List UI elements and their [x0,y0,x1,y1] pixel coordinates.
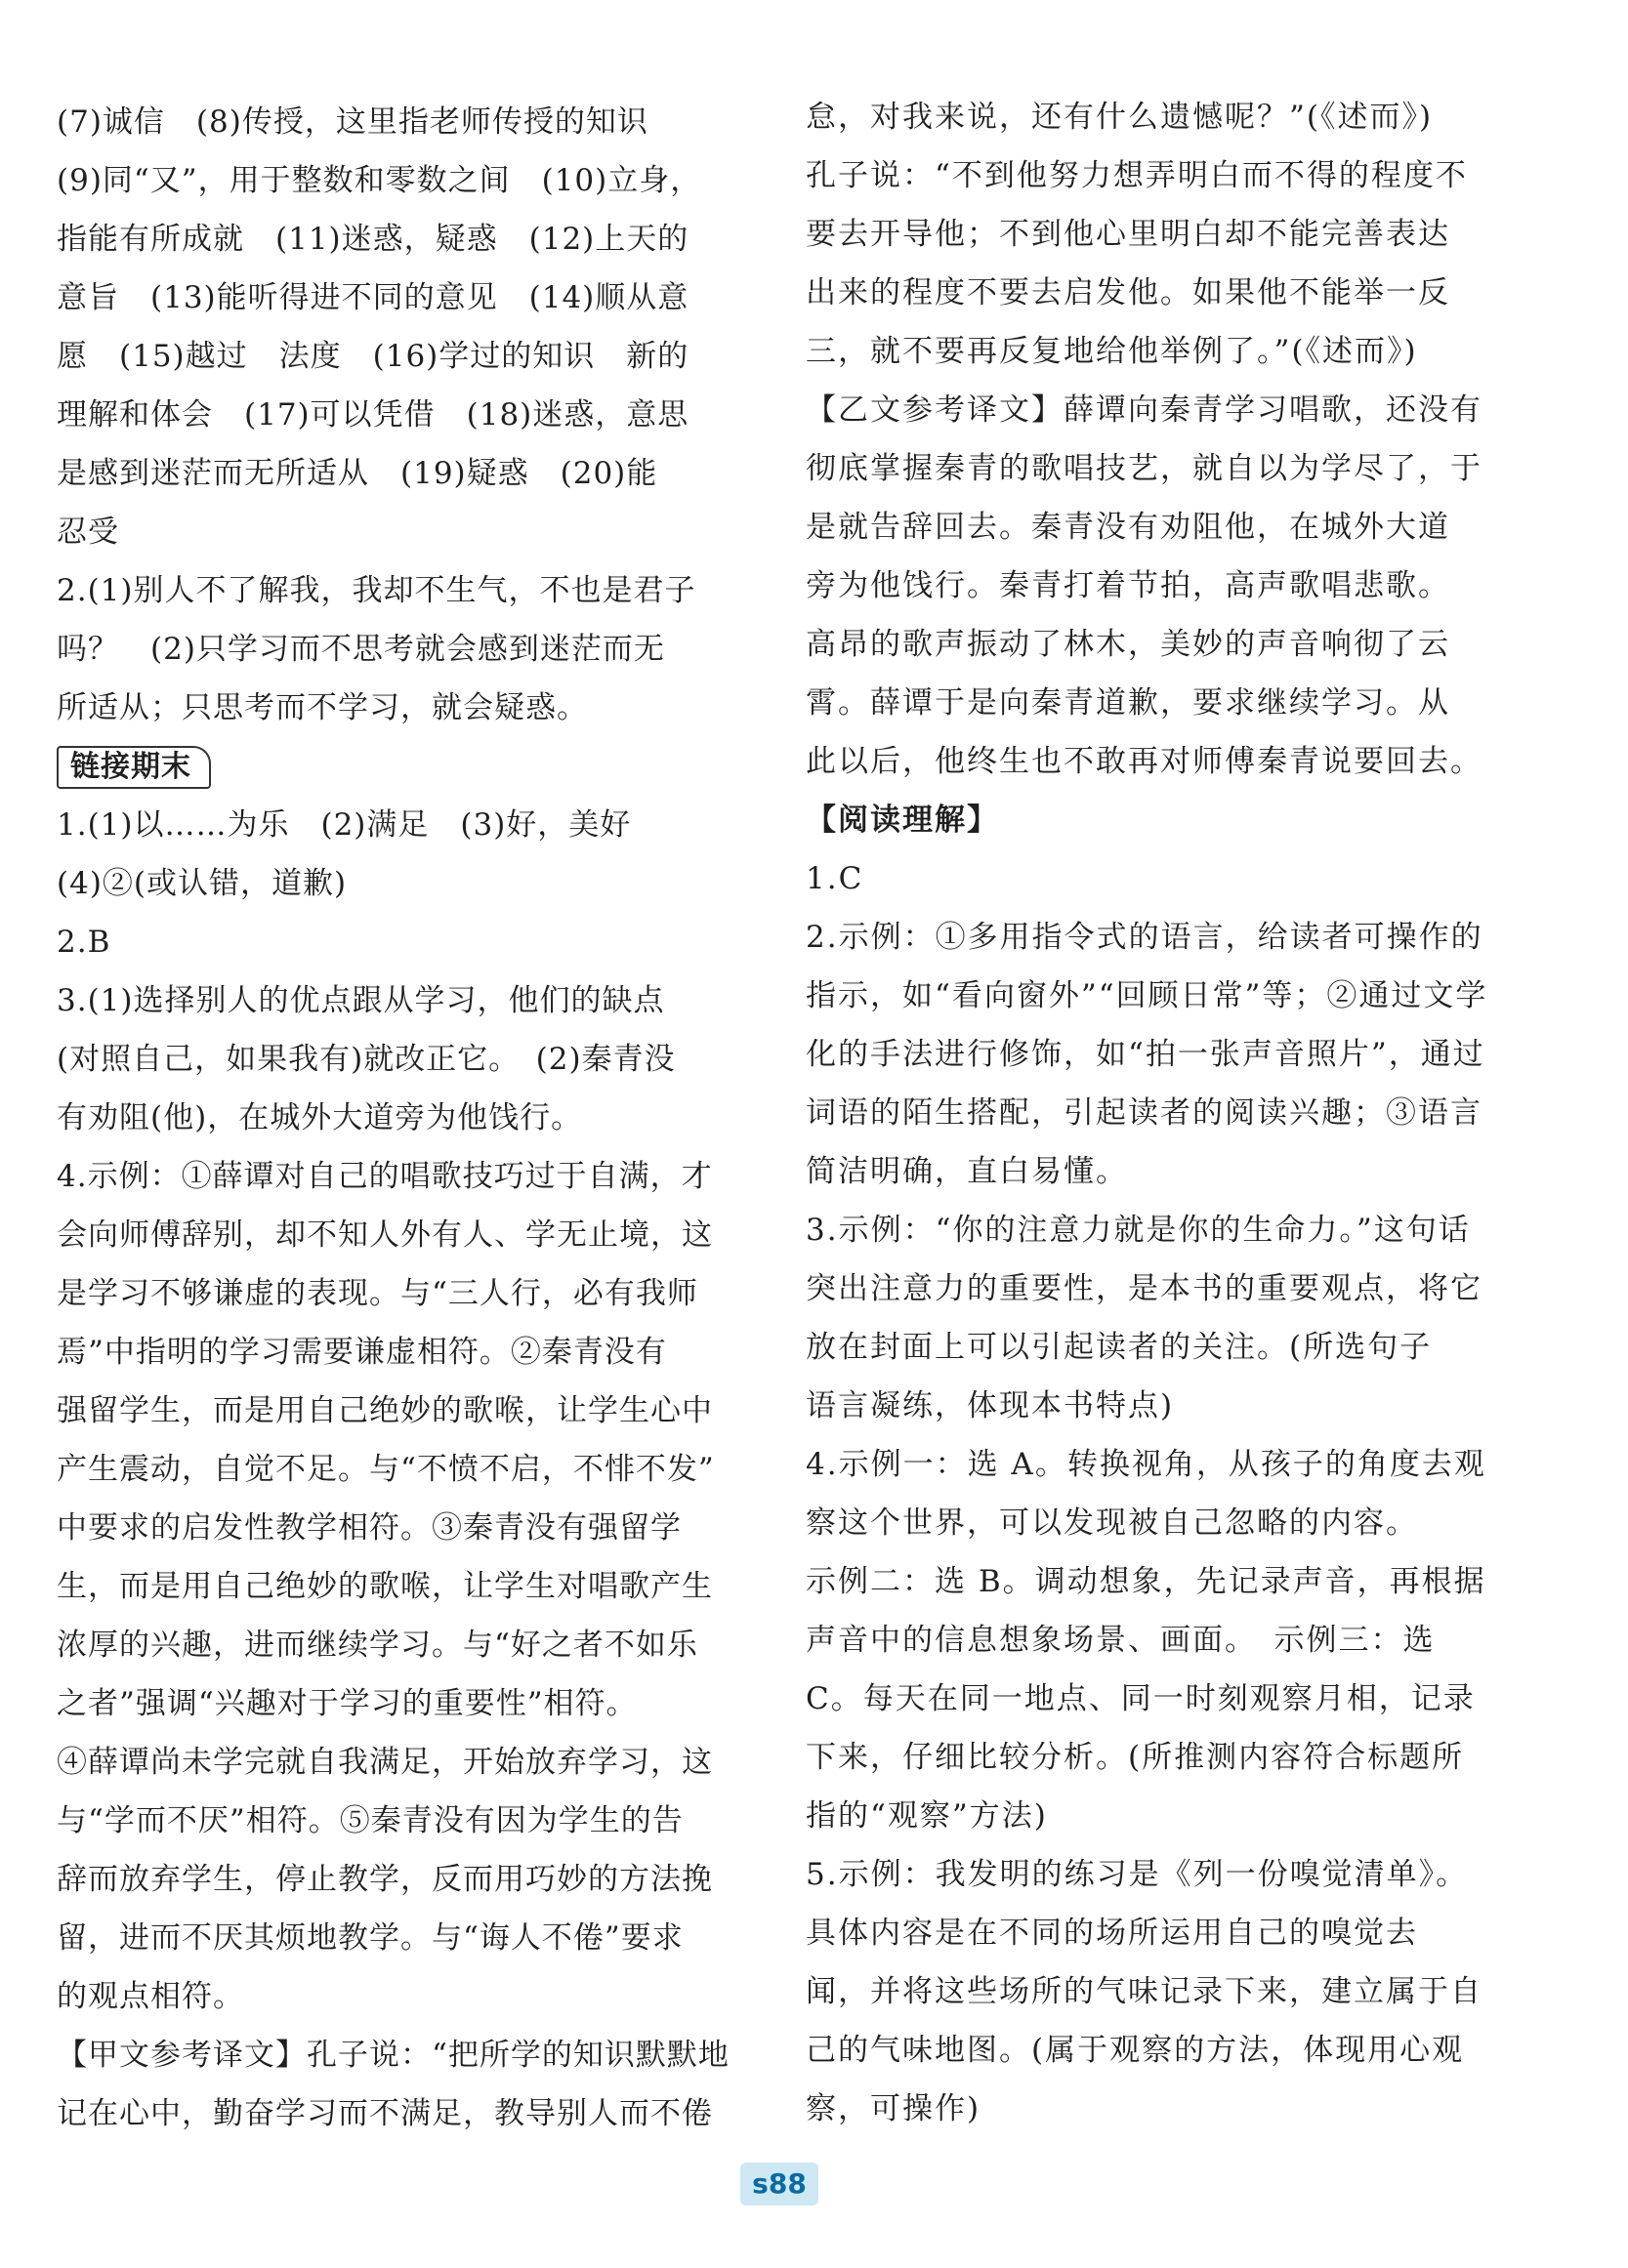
text-line: 2.(1)别人不了解我，我却不生气，不也是君子 [57,573,696,608]
text-line: 吗？ (2)只学习而不思考就会感到迷茫而无 [57,632,665,667]
text-line: 高昂的歌声振动了林木，美妙的声音响彻了云 [806,627,1450,662]
text-line: 3.示例：“你的注意力就是你的生命力。”这句话 [806,1213,1471,1248]
text-line: (4)②(或认错，道歉) [57,866,348,901]
right-column [806,88,1488,2138]
text-line: 3.(1)选择别人的优点跟从学习，他们的缺点 [57,983,665,1018]
text-line: 中要求的启发性教学相符。③秦青没有强留学 [57,1510,682,1546]
text-line: 焉”中指明的学习需要谦虚相符。②秦青没有 [57,1335,667,1370]
text-line: 下来，仔细比较分析。(所推测内容符合标题所 [806,1740,1465,1775]
text-line: 三，就不要再反复地给他举例了。”(《述而》) [806,334,1418,369]
text-line: 简洁明确，直白易懂。 [806,1154,1128,1189]
text-line: 此以后，他终生也不敢再对师傅秦青说要回去。 [806,744,1482,779]
text-line: 示例二：选 B。调动想象，先记录声音，再根据 [806,1564,1486,1599]
text-line: 所适从；只思考而不学习，就会疑惑。 [57,690,588,725]
text-line: 怠，对我来说，还有什么遗憾呢？”(《述而》) [806,100,1434,135]
text-line: 生，而是用自己绝妙的歌喉，让学生对唱歌产生 [57,1569,713,1604]
text-line: ④薛谭尚未学完就自我满足，开始放弃学习，这 [57,1745,713,1780]
text-line: (7)诚信 (8)传授，这里指老师传授的知识 [57,104,648,140]
text-line: C。每天在同一地点、同一时刻观察月相，记录 [806,1681,1476,1716]
text-line: 4.示例一：选 A。转换视角，从孩子的角度去观 [806,1447,1486,1482]
text-line: 理解和体会 (17)可以凭借 (18)迷惑，意思 [57,397,689,433]
text-line: 出来的程度不要去启发他。如果他不能举一反 [806,275,1450,310]
text-line: 要去开导他；不到他心里明白却不能完善表达 [806,217,1450,252]
text-line: 记在心中，勤奋学习而不满足，教导别人而不倦 [57,2096,713,2131]
text-line: 具体内容是在不同的场所运用自己的嗅觉去 [806,1916,1418,1951]
text-line: 与“学而不厌”相符。⑤秦青没有因为学生的告 [57,1803,684,1838]
text-line: (对照自己，如果我有)就改正它。 (2)秦青没 [57,1042,676,1077]
text-line: 指的“观察”方法) [806,1798,1048,1834]
page-number: s88 [740,2163,818,2206]
section-heading [57,737,721,796]
section-header: 【阅读理解】 [806,803,999,838]
text-line: 产生震动，自觉不足。与“不愤不启，不悱不发” [57,1452,715,1487]
text-line: 闻，并将这些场所的气味记录下来，建立属于自 [806,1974,1482,2009]
text-line: 语言凝练，体现本书特点) [806,1388,1175,1423]
text-line: 浓厚的兴趣，进而继续学习。与“好之者不如乐 [57,1628,698,1663]
text-line: 是感到迷茫而无所适从 (19)疑惑 (20)能 [57,456,658,491]
text-line: 孔子说：“不到他努力想弄明白而不得的程度不 [806,158,1468,193]
text-line: 放在封面上可以引起读者的关注。(所选句子 [806,1330,1433,1365]
text-line: 有劝阻(他)，在城外大道旁为他饯行。 [57,1100,583,1135]
text-line: 辞而放弃学生，停止教学，反而用巧妙的方法挽 [57,1862,713,1897]
text-line: 【甲文参考译文】孔子说：“把所学的知识默默地 [57,2038,730,2073]
text-line: 指能有所成就 (11)迷惑，疑惑 (12)上天的 [57,222,689,257]
text-line: 1.(1)以……为乐 (2)满足 (3)好，美好 [57,807,632,843]
text-line: 忍受 [57,515,119,550]
text-line: 【乙文参考译文】薛谭向秦青学习唱歌，还没有 [806,392,1482,428]
text-line: 2.示例：①多用指令式的语言，给读者可操作的 [806,920,1483,955]
text-line: 霄。薛谭于是向秦青道歉，要求继续学习。从 [806,685,1450,721]
text-line: 词语的陌生搭配，引起读者的阅读兴趣；③语言 [806,1095,1482,1131]
text-line: 察，可操作) [806,2091,981,2126]
text-line: 愿 (15)越过 法度 (16)学过的知识 新的 [57,339,689,374]
text-line: 是就告辞回去。秦青没有劝阻他，在城外大道 [806,510,1450,545]
text-line: 旁为他饯行。秦青打着节拍，高声歌唱悲歌。 [806,568,1450,603]
text-line: 1.C [806,861,864,896]
text-line: 4.示例：①薛谭对自己的唱歌技巧过于自满，才 [57,1159,713,1194]
text-line: 的观点相符。 [57,1979,244,2014]
text-line: 彻底掌握秦青的歌唱技艺，就自以为学尽了，于 [806,451,1482,486]
text-line: 指示，如“看向窗外”“回顾日常”等；②通过文学 [806,978,1488,1013]
left-column [57,93,730,2143]
text-line: 突出注意力的重要性，是本书的重要观点，将它 [806,1271,1482,1306]
text-line: 强留学生，而是用自己绝妙的歌喉，让学生心中 [57,1393,713,1428]
section-tag: 链接期末 [57,746,211,789]
text-line: 留，进而不厌其烦地教学。与“诲人不倦”要求 [57,1920,684,1956]
text-line: 察这个世界，可以发现被自己忽略的内容。 [806,1505,1418,1541]
text-line: 2.B [57,925,111,960]
text-line: 化的手法进行修饰，如“拍一张声音照片”，通过 [806,1037,1485,1072]
text-line: 之者”强调“兴趣对于学习的重要性”相符。 [57,1686,638,1721]
text-line: (9)同“又”，用于整数和零数之间 (10)立身， [57,163,702,198]
text-line: 5.示例：我发明的练习是《列一份嗅觉清单》。 [806,1857,1469,1892]
text-line: 意旨 (13)能听得进不同的意见 (14)顺从意 [57,280,689,315]
text-line: 是学习不够谦虚的表现。与“三人行，必有我师 [57,1276,698,1311]
text-line: 己的气味地图。(属于观察的方法，体现用心观 [806,2033,1465,2068]
text-line: 声音中的信息想象场景、画面。 示例三：选 [806,1623,1436,1658]
text-line: 会向师傅辞别，却不知人外有人、学无止境，这 [57,1217,713,1253]
